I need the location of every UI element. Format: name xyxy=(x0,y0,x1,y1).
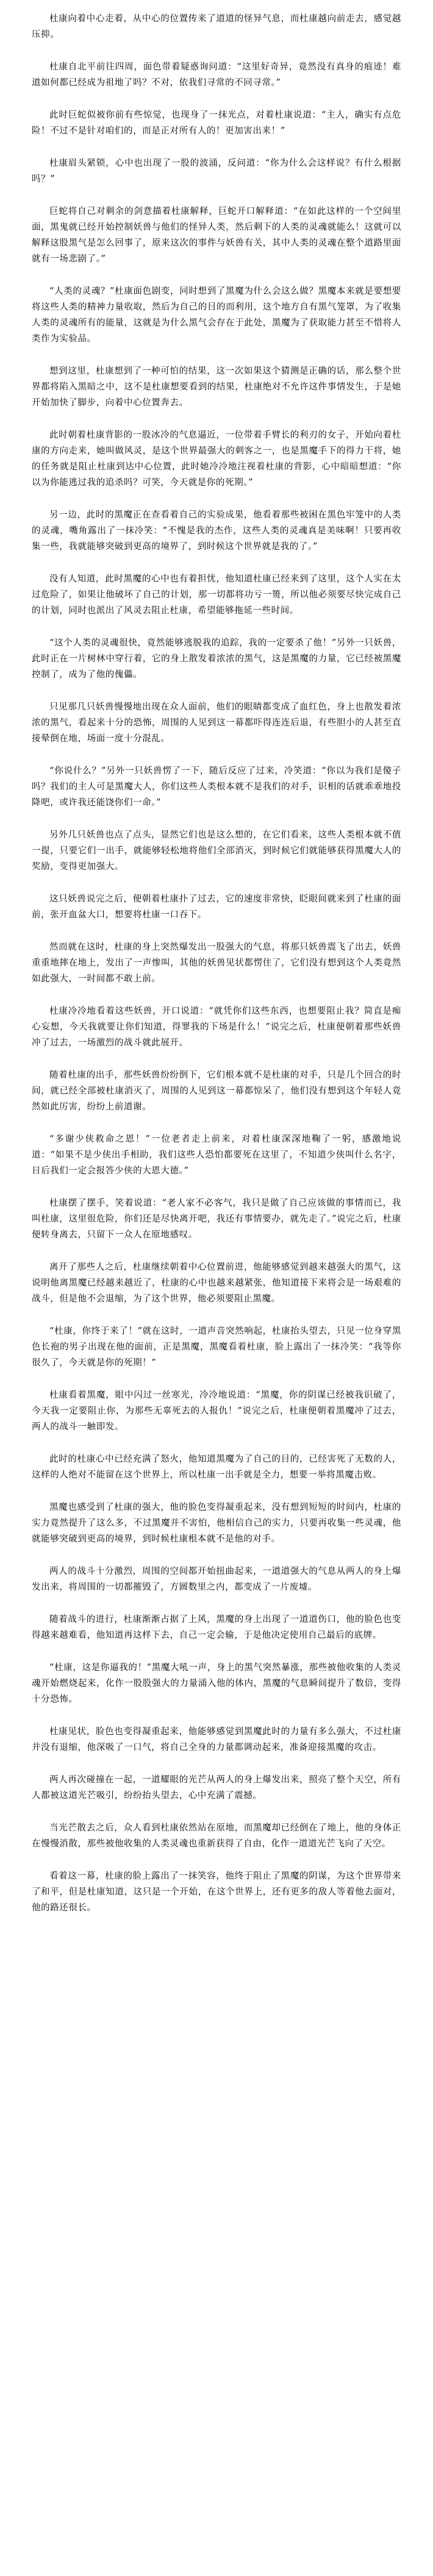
paragraph: 此时巨蛇似被你前有些惊觉，也现身了一抹光点，对着杜康说道：“主人，确实有点危险！不过不是针对咱们的，而是正对所有人的！更加害出来！” xyxy=(32,110,401,136)
paragraph: 随着战斗的进行，杜康渐渐占据了上风，黑魔的身上出现了一道道伤口，他的脸色也变得越来越难看，他知道再这样下去，自己一定会输，于是他决定使用自己最后的底牌。 xyxy=(32,1615,401,1640)
paragraph: 另外几只妖兽也点了点头，显然它们也是这么想的，在它们看来，这些人类根本就不值一提，只要它们一出手，就能够轻松地将他们全部消灭，到时候它们就能够获得黑魔大人的奖励，变得更加强大。 xyxy=(32,830,401,872)
paragraph: 当光芒散去之后，众人看到杜康依然站在原地，而黑魔却已经倒在了地上，他的身体正在慢慢消散，那些被他收集的人类灵魂也重新获得了自由，化作一道道光芒飞向了天空。 xyxy=(32,1823,401,1849)
paragraph: “你说什么？”另外一只妖兽愣了一下，随后反应了过来，冷笑道：“你以为我们是傻子吗？我们的主人可是黑魔大人，你们这些人类根本就不是我们的对手，识相的话就乖乖地投降吧，或许我还能饶你们一命。” xyxy=(32,766,401,808)
paragraph: 这只妖兽说完之后，便朝着杜康扑了过去，它的速度非常快，眨眼间就来到了杜康的面前，张开血盆大口，想要将杜康一口吞下。 xyxy=(32,894,401,920)
paragraph: 另一边，此时的黑魔正在查看着自己的实验成果，他看着那些被困在黑色牢笼中的人类的灵魂，嘴角露出了一抹冷笑：“不愧是我的杰作，这些人类的灵魂真是美味啊！只要再收集一些，我就能够突破到更高的境界了，到时候这个世界就是我的了。” xyxy=(32,510,401,552)
paragraph: 此时的杜康心中已经充满了怒火，他知道黑魔为了自己的目的，已经害死了无数的人，这样的人绝对不能留在这个世界上，所以杜康一出手就是全力，想要一举将黑魔击败。 xyxy=(32,1454,401,1480)
paragraph: 两人的战斗十分激烈，周围的空间都开始扭曲起来，一道道强大的气息从两人的身上爆发出来，将周围的一切都摧毁了，方圆数里之内，都变成了一片废墟。 xyxy=(32,1567,401,1592)
paragraph: 没有人知道，此时黑魔的心中也有着担忧，他知道杜康已经来到了这里，这个人实在太过危险了，如果让他破坏了自己的计划，那一切都将功亏一篑，所以他必须要尽快完成自己的计划，同时也派出了风灵去阻止杜康，希望能够拖延一些时间。 xyxy=(32,574,401,616)
paragraph: “人类的灵魂？”杜康面色剧变，同时想到了黑魔为什么会这么做？黑魔本来就是要想要将这些人类的精神力量收取，然后为自己的目的而利用，这个地方自有黑气笼罩，为了收集人类的灵魂所有的能量，这就是为什么黑气会存在于此处，黑魔为了获取能力甚至不惜将人类作为实验品。 xyxy=(32,286,401,344)
paragraph: 杜康摆了摆手，笑着说道：“老人家不必客气，我只是做了自己应该做的事情而已，我叫杜康，这里很危险，你们还是尽快离开吧，我还有事情要办，就先走了。”说完之后，杜康便转身离去，只留下一众人在原地感叹。 xyxy=(32,1198,401,1240)
paragraph: 杜康冷冷地看着这些妖兽，开口说道：“就凭你们这些东西，也想要阻止我？简直是痴心妄想，今天我就要让你们知道，得罪我的下场是什么！”说完之后，杜康便朝着那些妖兽冲了过去，一场激烈的战斗就此展开。 xyxy=(32,1006,401,1048)
paragraph: 看着这一幕，杜康的脸上露出了一抹笑容，他终于阻止了黑魔的阴谋，为这个世界带来了和平，但是杜康知道，这只是一个开始，在这个世界上，还有更多的敌人等着他去面对，他的路还很长。 xyxy=(32,1871,401,1913)
paragraph: 然而就在这时，杜康的身上突然爆发出一股强大的气息，将那只妖兽震飞了出去，妖兽重重地摔在地上，发出了一声惨叫，其他的妖兽见状都愣住了，它们没有想到这个人类竟然如此强大，一时间都不敢上前。 xyxy=(32,942,401,984)
paragraph: “杜康，这是你逼我的！”黑魔大吼一声，身上的黑气突然暴涨，那些被他收集的人类灵魂开始燃烧起来，化作一股股强大的力量涌入他的体内，黑魔的气息瞬间提升了数倍，变得十分恐怖。 xyxy=(32,1663,401,1704)
paragraph: 巨蛇将自己对剩余的剑意描着杜康解释，巨蛇开口解释道：“在如此这样的一个空间里面，黑鬼就已经开始控制妖兽与他们的怪异人类，然后剩下的人类的灵魂就能么！这就可以解释这股黑气是怎么回事了，原来这次的事件与妖兽有关，其中人类的灵魂在整个道路里面就有一场悲剧了。” xyxy=(32,207,401,264)
paragraph: 离开了那些人之后，杜康继续朝着中心位置前进，他能够感觉到越来越强大的黑气，这说明他离黑魔已经越来越近了，杜康的心中也越来越紧张，他知道接下来将会是一场艰难的战斗，但是他不会退缩，为了这个世界，他必须要阻止黑魔。 xyxy=(32,1262,401,1304)
paragraph: 两人再次碰撞在一起，一道耀眼的光芒从两人的身上爆发出来，照亮了整个天空，所有人都被这道光芒吸引，纷纷抬头望去，心中充满了震撼。 xyxy=(32,1775,401,1801)
paragraph: 杜康见状，脸色也变得凝重起来，他能够感觉到黑魔此时的力量有多么强大，不过杜康并没有退缩，他深吸了一口气，将自己全身的力量都调动起来，准备迎接黑魔的攻击。 xyxy=(32,1727,401,1752)
paragraph: 杜康眉头紧锁，心中也出现了一股的波涌，反问道：“你为什么会这样说？有什么根据吗？” xyxy=(32,158,401,184)
paragraph: 杜康自北平前往四周，面色带着疑惑询问道：“这里好奇异，竟然没有真身的痕迹！难道如何都已经成为祖地了吗？不对，依我们寻常的不同寻常。” xyxy=(32,62,401,88)
paragraph: 黑魔也感受到了杜康的强大，他的脸色变得凝重起来，没有想到短短的时间内，杜康的实力竟然提升了这么多，不过黑魔并不害怕，他相信自己的实力，只要再收集一些灵魂，他就能够突破到更高的境界，到时候杜康根本就不是他的对手。 xyxy=(32,1503,401,1544)
paragraph: “杜康，你终于来了！”就在这时，一道声音突然响起，杜康抬头望去，只见一位身穿黑色长袍的男子出现在他的面前，正是黑魔，黑魔看着杜康，脸上露出了一抹冷笑：“我等你很久了，今天就是你的死期！” xyxy=(32,1326,401,1368)
paragraph: 杜康向着中心走着，从中心的位置传来了道道的怪异气息，而杜康越向前走去，感觉越压抑。 xyxy=(32,14,401,40)
paragraph: 此时朝着杜康背影的一股冰冷的气息逼近，一位带着手臂长的利刃的女子，开始向着杜康的方向走来，她叫做风灵，是这个世界最强大的刺客之一，也是黑魔手下的得力干将，她的任务就是阻止杜康到达中心位置，此时她冷冷地注视着杜康的背影，心中暗暗想道：“你以为你能逃过我的追杀吗？可笑，今天就是你的死期。” xyxy=(32,430,401,488)
paragraph: 想到这里，杜康想到了一种可怕的结果，这一次如果这个猜测是正确的话，那么整个世界都将陷入黑暗之中，这不是杜康想要看到的结果，杜康绝对不允许这件事情发生，于是她开始加快了脚步，向着中心位置奔去。 xyxy=(32,366,401,408)
paragraph: 随着杜康的出手，那些妖兽纷纷倒下，它们根本就不是杜康的对手，只是几个回合的时间，就已经全部被杜康消灭了，周围的人见到这一幕都惊呆了，他们没有想到这个年轻人竟然如此厉害，纷纷上前道谢。 xyxy=(32,1070,401,1112)
paragraph: 杜康看着黑魔，眼中闪过一丝寒光，冷冷地说道：“黑魔，你的阴谋已经被我识破了，今天我一定要阻止你，为那些无辜死去的人报仇！”说完之后，杜康便朝着黑魔冲了过去，两人的战斗一触即发。 xyxy=(32,1390,401,1432)
paragraph: 只见那几只妖兽慢慢地出现在众人面前，他们的眼睛都变成了血红色，身上也散发着浓浓的黑气，看起来十分的恐怖，周围的人见到这一幕都吓得连连后退，有些胆小的人甚至直接晕倒在地，场面一度十分混乱。 xyxy=(32,702,401,744)
paragraph: “这个人类的灵魂很快，竟然能够逃脱我的追踪，我的一定要杀了他！”另外一只妖兽，此时正在一片树林中穿行着，它的身上散发着浓浓的黑气，这是黑魔的力量，它已经被黑魔控制了，成为了他的傀儡。 xyxy=(32,638,401,680)
paragraph: “多谢少侠救命之恩！”一位老者走上前来，对着杜康深深地鞠了一躬，感激地说道：“如果不是少侠出手相助，我们这些人恐怕都要死在这里了，不知道少侠叫什么名字，日后我们一定会报答少侠的大恩大德。” xyxy=(32,1134,401,1176)
